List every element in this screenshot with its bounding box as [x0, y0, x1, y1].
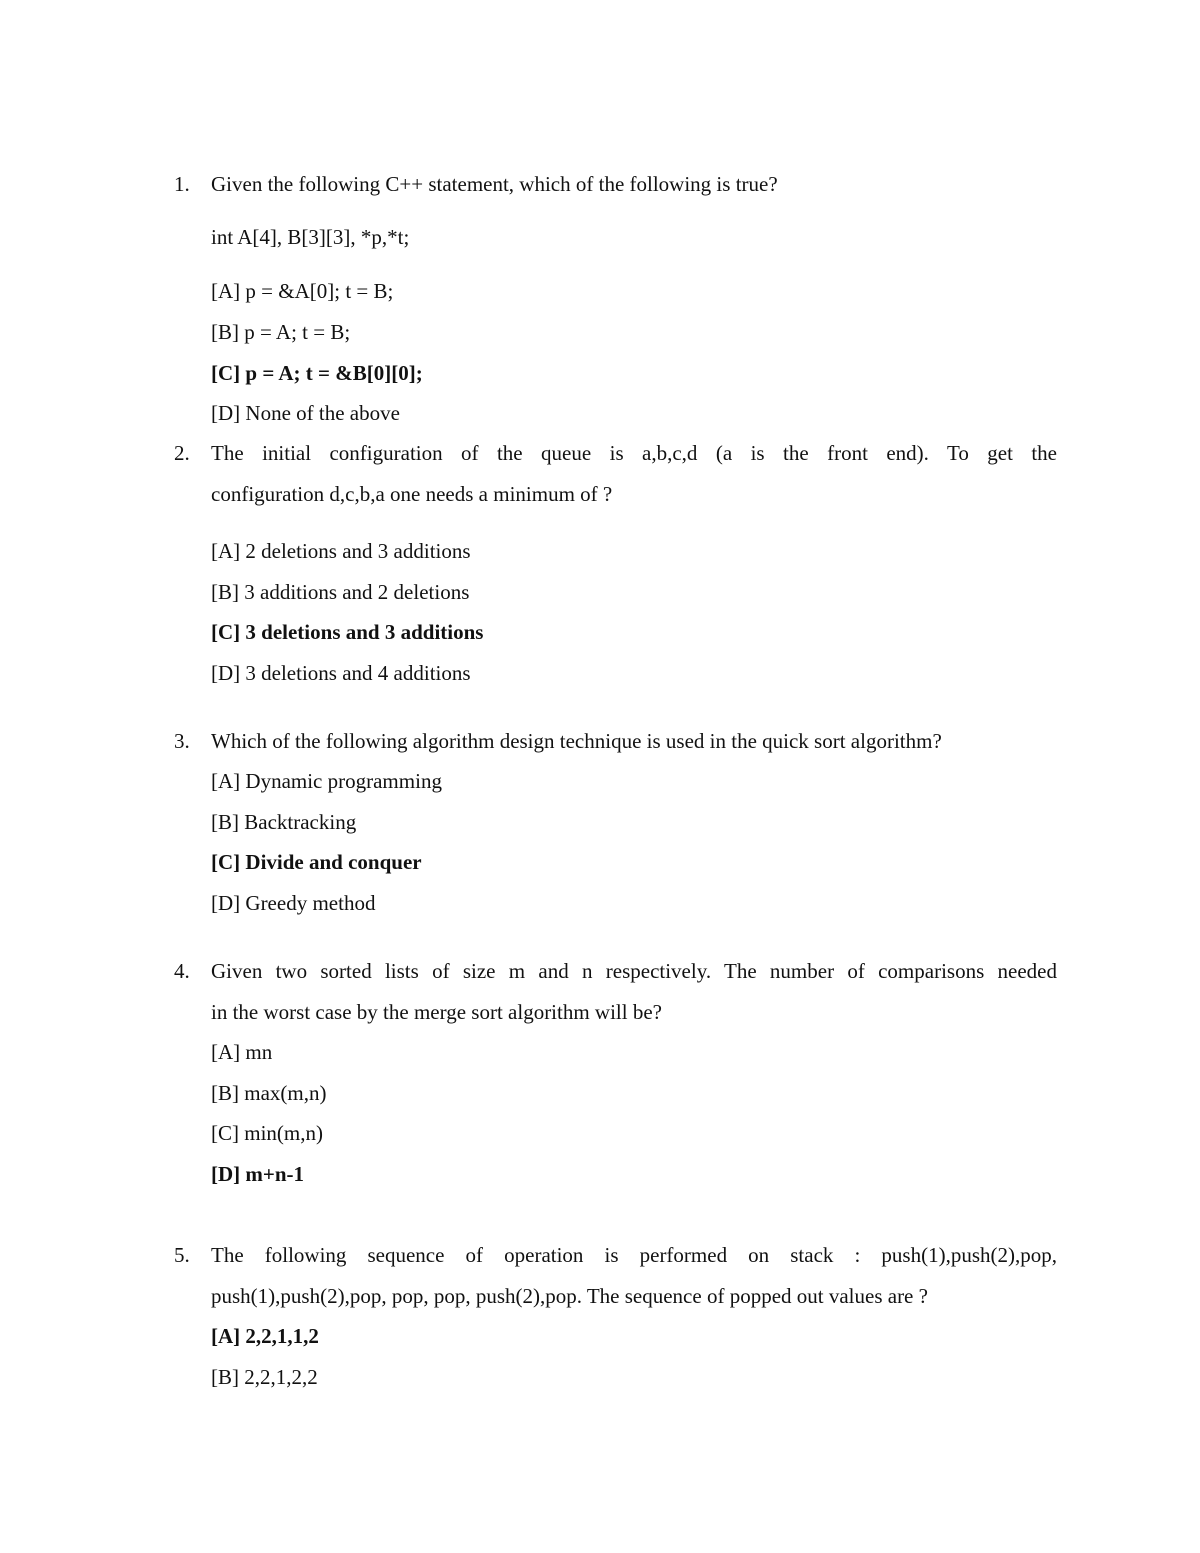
question-4-option-b: [B] max(m,n) [211, 1081, 327, 1105]
question-1-code: int A[4], B[3][3], *p,*t; [211, 225, 410, 249]
question-1-text: Given the following C++ statement, which of the following is true? [211, 172, 778, 196]
question-5-text-line-2: push(1),push(2),pop, pop, pop, push(2),pop. The sequence of popped out values are ? [211, 1284, 928, 1308]
question-2-option-c-correct: [C] 3 deletions and 3 additions [211, 620, 484, 644]
question-2-text-line-2: configuration d,c,b,a one needs a minimum of ? [211, 482, 613, 506]
question-1-option-d: [D] None of the above [211, 401, 400, 425]
question-5-option-b: [B] 2,2,1,2,2 [211, 1365, 318, 1389]
question-2-number: 2. [174, 441, 190, 465]
question-4-option-d-correct: [D] m+n-1 [211, 1162, 305, 1186]
question-2-option-a: [A] 2 deletions and 3 additions [211, 539, 471, 563]
question-5-number: 5. [174, 1243, 190, 1267]
question-1-number: 1. [174, 172, 190, 196]
question-2-option-d: [D] 3 deletions and 4 additions [211, 661, 471, 685]
question-4-number: 4. [174, 959, 190, 983]
question-5-option-a-correct: [A] 2,2,1,1,2 [211, 1324, 319, 1348]
question-4-text-line-1: Given two sorted lists of size m and n respectively. The number of comparisons needed [211, 959, 1057, 983]
question-4-text-line-2: in the worst case by the merge sort algorithm will be? [211, 1000, 662, 1024]
question-4-option-a: [A] mn [211, 1040, 273, 1064]
question-3-option-d: [D] Greedy method [211, 891, 376, 915]
question-3-option-a: [A] Dynamic programming [211, 769, 442, 793]
question-1-option-b: [B] p = A; t = B; [211, 320, 351, 344]
question-3-number: 3. [174, 729, 190, 753]
question-1-option-c-correct: [C] p = A; t = &B[0][0]; [211, 361, 423, 385]
question-2-option-b: [B] 3 additions and 2 deletions [211, 580, 470, 604]
question-3-option-c-correct: [C] Divide and conquer [211, 850, 422, 874]
question-2-text-line-1: The initial configuration of the queue is a,b,c,d (a is the front end). To get the [211, 441, 1057, 465]
question-5-text-line-1: The following sequence of operation is performed on stack : push(1),push(2),pop, [211, 1243, 1057, 1267]
question-4-option-c: [C] min(m,n) [211, 1121, 323, 1145]
question-3-text: Which of the following algorithm design technique is used in the quick sort algorithm? [211, 729, 942, 753]
question-1-option-a: [A] p = &A[0]; t = B; [211, 279, 394, 303]
question-3-option-b: [B] Backtracking [211, 810, 357, 834]
